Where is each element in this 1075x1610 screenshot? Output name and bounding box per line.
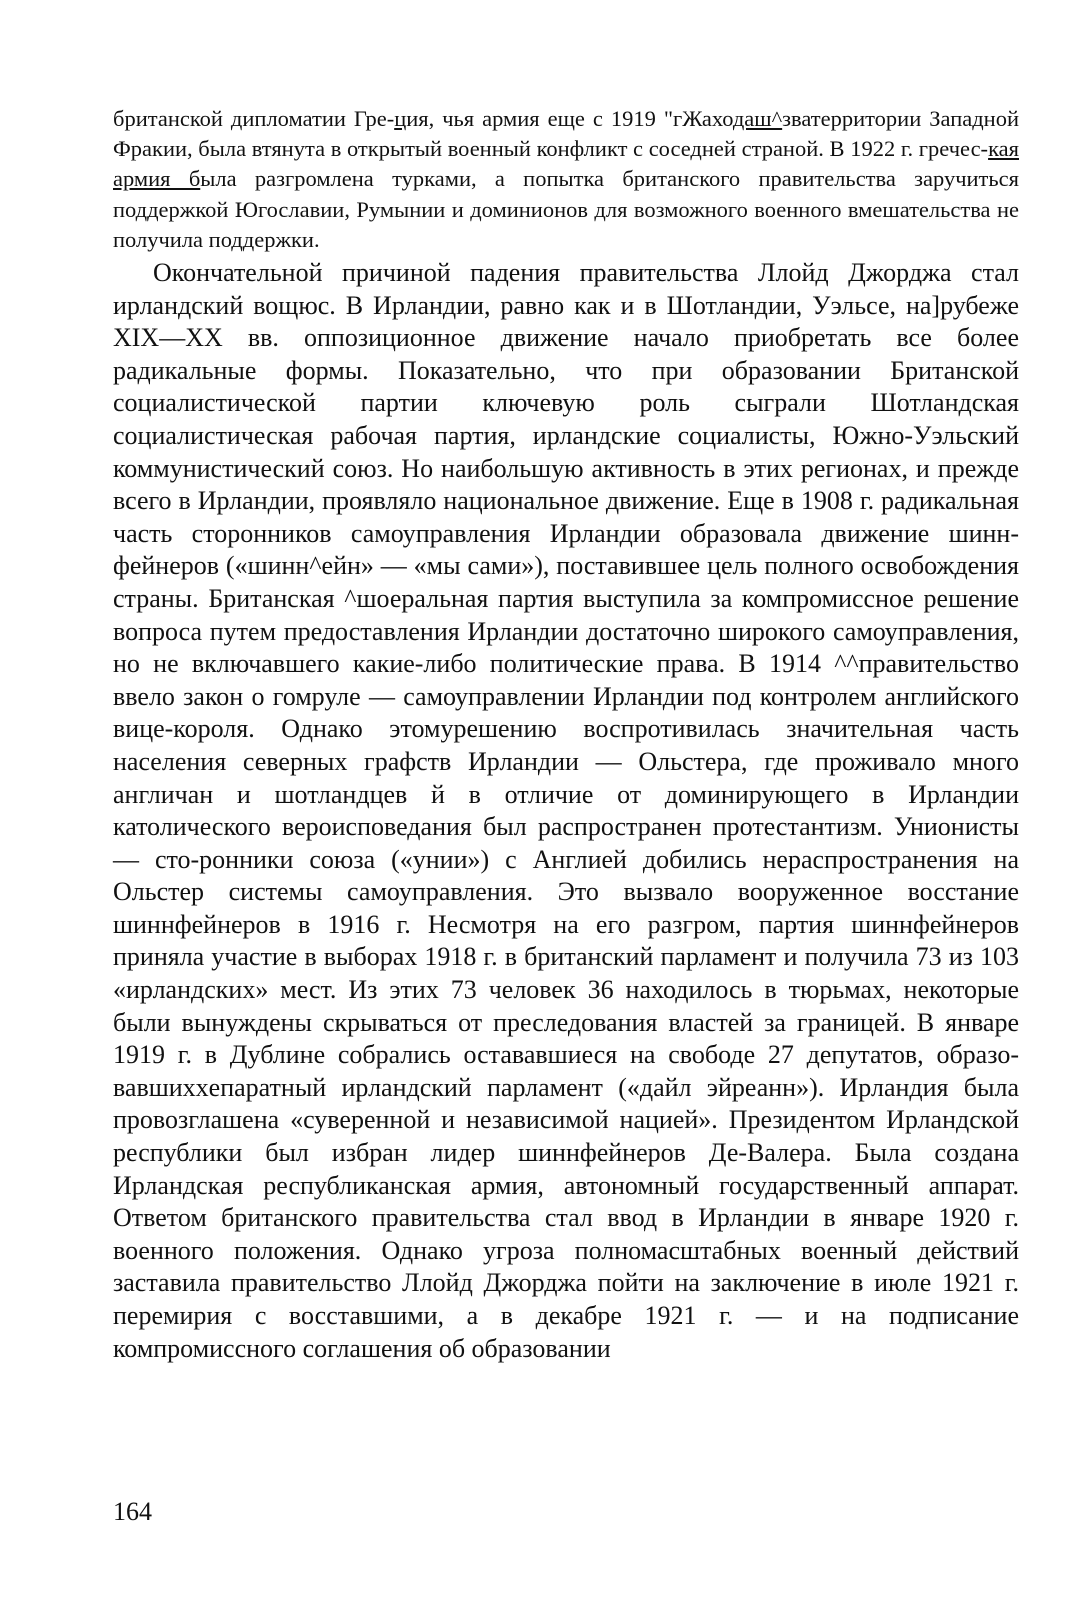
paragraph-1-part-a: британской дипломатии Гре- — [113, 106, 395, 131]
paragraph-1-underlined-2: даш^ — [732, 106, 783, 131]
paragraph-1 — [113, 104, 1019, 255]
paragraph-2: Окончательной причиной падения правительства Ллойд Джорджа стал ирландский вощюс. В Ирландии, равно как и в Шотландии, Уэльсе, на]рубеже XIX—XX вв. оппозиционное движение начало приобретать все более радикальные формы. Показательно, что при образовании Британской социалистической партии ключевую роль сыграли Шотландская социалистическая рабочая партия, ирландские социалисты, Южно-Уэльский коммунистический союз. Но наибольшую активность в этих регионах, и прежде всего в Ирландии, проявляло национальное движение. Еще в 1908 г. радикальная часть сторонников самоуправления Ирландии образовала движение шинн-фейнеров («шинн^ейн» — «мы сами»), поставившее цель полного освобождения страны. Британская ^шоеральная партия выступила за компромиссное решение вопроса путем предоставления Ирландии достаточно широкого самоуправления, но не включавшего какие-либо политические права. В 1914 ^^правительство ввело закон о гомруле — самоуправлении Ирландии под контролем английского вице-короля. Однако этомурешению воспротивилась значительная часть населения северных графств Ирландии — Ольстера, где проживало много англичан и шотландцев й в отличие от доминирующего в Ирландии католического вероисповедания был распространен протестантизм. Унионисты — сто-ронники союза («унии») с Англией добились нераспространения на Ольстер системы самоуправления. Это вызвало вооруженное восстание шиннфейнеров в 1916 г. Несмотря на его разгром, партия шиннфейнеров приняла участие в выборах 1918 г. в британский парламент и получила 73 из 103 «ирландских» мест. Из этих 73 человек 36 находилось в тюрьмах, некоторые были вынуждены скрываться от преследования властей за границей. В январе 1919 г. в Дублине собрались остававшиеся на свободе 27 депутатов, образо-вавшихxепаратный ирландский парламент («дайл эйреанн»). Ирландия была провозглашена «суверенной и независимой нацией». Президентом Ирландской республики был избран лидер шиннфейнеров Де-Валера. Была создана Ирландская республиканская армия, автономный государственный аппарат. Ответом британского правительства стал ввод в Ирландии в январе 1920 г. военного положения. Однако угроза полномасштабных военный действий заставила правительство Ллойд Джорджа пойти на заключение в июле 1921 г. перемирия с восставшими, а в декабре 1921 г. — и на подписание компромиссного соглашения об образовании — [113, 258, 1019, 1363]
paragraph-1-underlined-1: ц — [394, 106, 407, 131]
paragraph-1-underlined-3: кая армия б — [113, 136, 1019, 192]
paragraph-1-part-c: ия, чья армия еще с 1919 "гЖахо — [406, 106, 733, 131]
paragraph-1-part-e: зватерритории Западной Фракии, была втянута в открытый военный конфликт с соседней страной. В 1922 г. гречес- — [113, 106, 1019, 162]
page-number: 164 — [113, 1497, 152, 1526]
paragraph-1-part-g: ыла разгромлена турками, а попытка британского правительства заручиться поддержкой Югославии, Румынии и доминионов для возможного военного вмешательства не получила поддержки. — [113, 166, 1019, 252]
page-body — [113, 104, 1019, 1365]
